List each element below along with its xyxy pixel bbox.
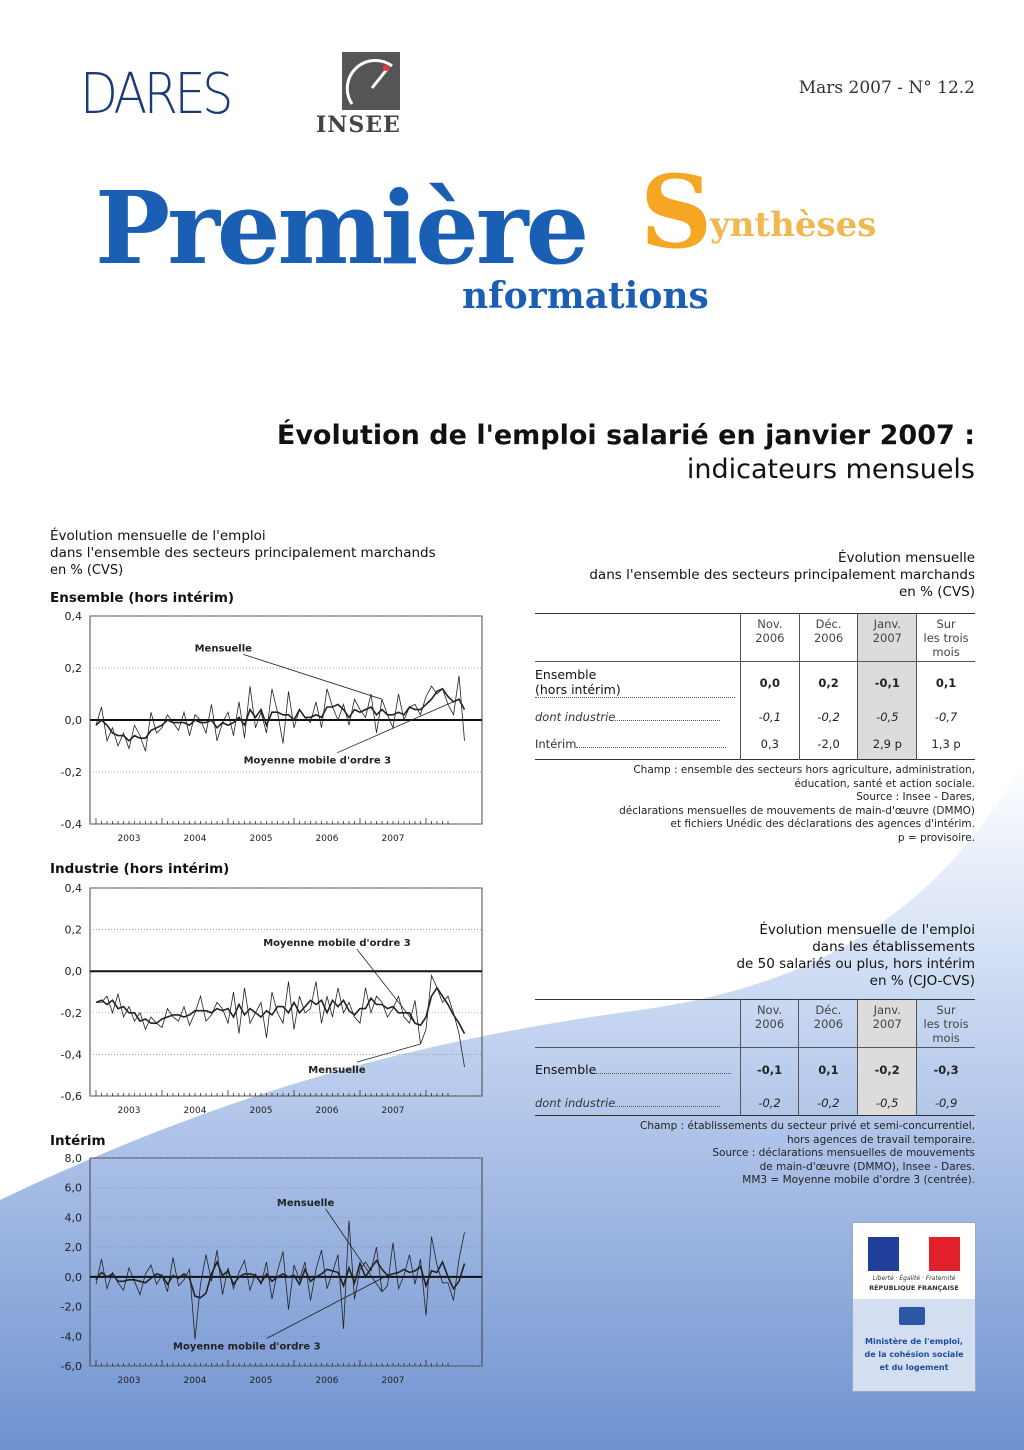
cell: 2,9 p — [858, 730, 917, 760]
note-line: MM3 = Moyenne mobile d'ordre 3 (centrée). — [742, 1174, 975, 1186]
cell: 0,1 — [799, 1048, 858, 1092]
table-row — [535, 662, 975, 704]
table2 — [535, 999, 975, 1116]
ministry-line: et du logement — [879, 1363, 949, 1372]
chart-industrie — [40, 880, 500, 1125]
col-label: les trois — [923, 631, 969, 645]
y-tick-label: -6,0 — [60, 1360, 82, 1373]
annotation-arrow — [357, 1044, 421, 1062]
table1-unit: en % (CVS) — [898, 584, 975, 600]
note-line: p = provisoire. — [897, 831, 975, 844]
note-line: Source : déclarations mensuelles de mouvements — [712, 1147, 975, 1159]
note-line: Champ : établissements du secteur privé et semi-concurrentiel, — [639, 1120, 975, 1132]
x-tick-label: 2007 — [381, 1106, 405, 1116]
table1-header-row — [535, 614, 975, 662]
series-line-mensuelle — [96, 975, 465, 1067]
issue-date: Mars 2007 - N° 12.2 — [798, 78, 975, 98]
page-subtitle: indicateurs mensuels — [686, 454, 975, 485]
table1-col-dec — [799, 614, 858, 662]
col-label: Nov. — [757, 617, 783, 631]
col-label: Janv. — [873, 617, 901, 631]
chart2-title: Industrie (hors intérim) — [50, 861, 230, 877]
ministry-logo — [852, 1222, 976, 1392]
row-label-l2: (hors intérim) — [535, 682, 735, 698]
x-tick-label: 2006 — [315, 1106, 339, 1116]
charts-heading-line1: Évolution mensuelle de l'emploi — [50, 528, 266, 544]
chart-ensemble — [40, 608, 500, 853]
table2-unit: en % (CJO-CVS) — [869, 973, 975, 989]
charts-heading-line2: dans l'ensemble des secteurs principalement marchands — [50, 545, 436, 561]
note-line: hors agences de travail temporaire. — [786, 1133, 975, 1146]
table-row — [535, 730, 975, 760]
note-line: Champ : ensemble des secteurs hors agriculture, administration, — [633, 764, 975, 776]
row-label-text: dont industrie — [535, 1096, 616, 1111]
cell: -0,2 — [799, 1092, 858, 1116]
table2-col-dec — [799, 1000, 858, 1048]
chart1-title: Ensemble (hors intérim) — [50, 590, 235, 606]
ministry-line: Ministère de l'emploi, — [865, 1337, 963, 1346]
x-tick-label: 2003 — [117, 1376, 141, 1386]
table1-corner — [535, 614, 740, 662]
x-tick-label: 2004 — [183, 1376, 207, 1386]
cell: -0,7 — [917, 704, 975, 730]
cell: -0,1 — [740, 1048, 799, 1092]
ministry-line: de la cohésion sociale — [864, 1350, 964, 1359]
annotation-arrow — [337, 699, 459, 752]
y-tick-label: 4,0 — [64, 1211, 82, 1225]
dares-logo: DARES — [80, 62, 230, 127]
series-line-moyenne-mobile — [96, 988, 465, 1034]
ministry-panel — [853, 1299, 975, 1391]
x-tick-label: 2005 — [249, 834, 273, 844]
y-tick-label: 0,4 — [64, 610, 82, 623]
x-tick-label: 2006 — [315, 1376, 339, 1386]
insee-wordmark: INSEE — [316, 112, 401, 138]
col-label: Sur — [936, 617, 956, 631]
plot-frame — [90, 888, 482, 1096]
cell: -0,2 — [740, 1092, 799, 1116]
masthead-premiere: Première — [95, 169, 587, 287]
y-tick-label: -2,0 — [60, 1300, 82, 1314]
ministry-emblem-icon — [899, 1307, 925, 1325]
x-tick-label: 2004 — [183, 1106, 207, 1116]
cell: -0,1 — [740, 704, 799, 730]
table2-title-l2: dans les établissements — [812, 939, 975, 955]
x-tick-label: 2005 — [249, 1376, 273, 1386]
table2-notes — [540, 1120, 975, 1188]
table2-title — [540, 922, 975, 990]
y-tick-label: -0,6 — [60, 1090, 82, 1103]
rf-motto: Liberté · Égalité · Fraternité — [872, 1275, 956, 1282]
page-title: Évolution de l'emploi salarié en janvier 2007 : — [276, 420, 975, 451]
x-tick-label: 2006 — [315, 834, 339, 844]
col-label: 2007 — [872, 631, 902, 645]
cell: -0,2 — [799, 704, 858, 730]
cell: -0,1 — [858, 662, 917, 704]
col-label: les trois — [923, 1017, 969, 1031]
note-line: éducation, santé et action sociale. — [794, 777, 975, 790]
table1-title — [540, 550, 975, 601]
annotation-label: Moyenne mobile d'ordre 3 — [173, 1341, 321, 1353]
col-label: Déc. — [815, 1003, 842, 1017]
x-tick-label: 2005 — [249, 1106, 273, 1116]
col-label: Nov. — [756, 1003, 783, 1017]
table2-title-l3: de 50 salariés ou plus, hors intérim — [736, 956, 975, 972]
y-tick-label: 0,0 — [64, 965, 82, 979]
charts-heading-unit: en % (CVS) — [50, 563, 124, 578]
row-label-text: dont industrie — [535, 709, 616, 724]
table-row — [535, 704, 975, 730]
cell: 0,1 — [917, 662, 975, 704]
table2-corner — [535, 1000, 740, 1048]
y-tick-label: 8,0 — [64, 1152, 82, 1165]
table1-col-3m — [917, 614, 975, 662]
y-tick-label: -0,4 — [60, 818, 82, 831]
cell: -0,3 — [917, 1048, 975, 1092]
cell: 0,3 — [740, 730, 799, 760]
annotation-label: Mensuelle — [194, 643, 252, 655]
x-tick-label: 2003 — [117, 834, 141, 844]
annotation-label: Moyenne mobile d'ordre 3 — [243, 755, 392, 767]
cell: 0,2 — [799, 662, 858, 704]
col-label: 2006 — [755, 631, 785, 645]
col-label: mois — [932, 1031, 960, 1045]
col-label: 2006 — [813, 631, 844, 645]
x-tick-label: 2004 — [183, 834, 207, 844]
plot-frame — [90, 1158, 482, 1366]
col-label: 2007 — [872, 1017, 902, 1031]
table1-grid — [535, 613, 975, 760]
insee-logo — [314, 52, 406, 144]
y-tick-label: 6,0 — [64, 1181, 82, 1195]
y-tick-label: 0,2 — [64, 662, 82, 675]
row-label — [535, 704, 740, 730]
y-tick-label: -4,0 — [60, 1330, 82, 1344]
table1-title-l1: Évolution mensuelle — [838, 550, 975, 566]
y-tick-label: 0,2 — [64, 923, 82, 937]
y-tick-label: -0,2 — [60, 1006, 82, 1020]
ministry-name — [853, 1335, 975, 1374]
table-row — [535, 1092, 975, 1116]
table1-title-l2: dans l'ensemble des secteurs principalement marchands — [589, 567, 975, 583]
cell: -0,5 — [858, 1092, 917, 1116]
table2-col-jan — [858, 1000, 917, 1048]
row-label — [535, 730, 740, 760]
table1-col-jan — [858, 614, 917, 662]
table2-grid — [535, 999, 975, 1116]
table2-title-l1: Évolution mensuelle de l'emploi — [759, 922, 975, 938]
note-line: et fichiers Unédic des déclarations des agences d'intérim. — [670, 818, 975, 830]
cell: 0,0 — [740, 662, 799, 704]
y-tick-label: -0,4 — [60, 1048, 82, 1062]
annotation-label: Moyenne mobile d'ordre 3 — [263, 938, 411, 950]
x-tick-label: 2007 — [381, 834, 405, 844]
col-label: 2006 — [754, 1017, 785, 1031]
table2-col-nov — [740, 1000, 799, 1048]
note-line: de main-d'œuvre (DMMO), Insee - Dares. — [759, 1160, 975, 1173]
masthead-informations: nformations — [462, 275, 709, 317]
cell: 1,3 p — [917, 730, 975, 760]
chart-interim — [40, 1150, 500, 1395]
marianne-flag-icon — [868, 1237, 960, 1271]
col-label: Sur — [936, 1003, 956, 1017]
x-tick-label: 2007 — [381, 1376, 405, 1386]
cell: -2,0 — [799, 730, 858, 760]
table-row — [535, 1048, 975, 1092]
masthead-s: S — [640, 153, 713, 271]
masthead-syntheses: ynthèses — [710, 205, 877, 245]
chart3-title: Intérim — [50, 1133, 106, 1149]
annotation-label: Mensuelle — [276, 1197, 335, 1209]
note-line: déclarations mensuelles de mouvements de main-d'œuvre (DMMO) — [619, 804, 975, 817]
table2-col-3m — [917, 1000, 975, 1048]
table2-header-row — [535, 1000, 975, 1048]
rf-republic: RÉPUBLIQUE FRANÇAISE — [869, 1284, 959, 1292]
row-label-text: Intérim — [535, 737, 577, 752]
x-tick-label: 2003 — [117, 1106, 141, 1116]
row-label-text: Ensemble — [535, 1062, 597, 1078]
y-tick-label: 0,4 — [64, 882, 82, 895]
table1-col-nov — [740, 614, 799, 662]
row-label — [535, 1092, 740, 1116]
cell: -0,5 — [858, 704, 917, 730]
annotation-label: Mensuelle — [308, 1065, 366, 1077]
col-label: mois — [932, 645, 960, 659]
cell: -0,9 — [917, 1092, 975, 1116]
table1-notes — [540, 764, 975, 845]
y-tick-label: 0,0 — [64, 1270, 82, 1284]
annotation-arrow — [243, 654, 382, 699]
series-line-mensuelle — [96, 1220, 465, 1339]
col-label: 2006 — [813, 1017, 844, 1031]
cell: -0,2 — [858, 1048, 917, 1092]
y-tick-label: 2,0 — [64, 1241, 82, 1255]
charts-heading — [50, 528, 436, 579]
y-tick-label: 0,0 — [64, 714, 82, 727]
row-label — [535, 1048, 740, 1092]
row-label — [535, 662, 740, 704]
col-label: Déc. — [815, 617, 842, 631]
insee-emblem-icon — [342, 52, 400, 110]
y-tick-label: -0,2 — [60, 766, 82, 779]
note-line: Source : Insee - Dares, — [856, 791, 975, 803]
col-label: Janv. — [873, 1003, 901, 1017]
row-label-l1: Ensemble — [535, 667, 597, 683]
table1 — [535, 613, 975, 760]
